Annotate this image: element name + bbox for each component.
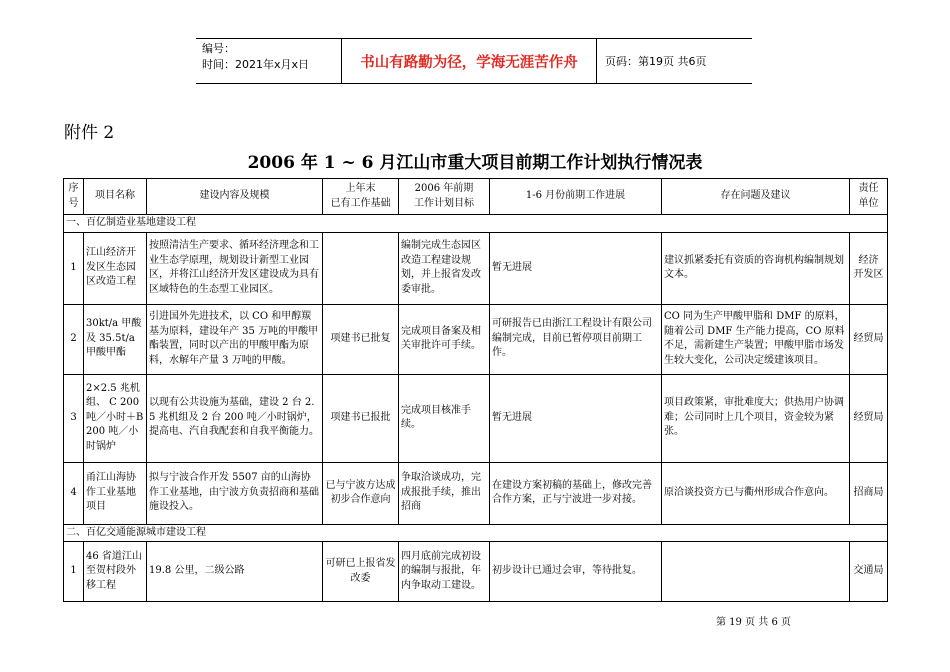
section-title: 一、百亿制造业基地建设工程	[64, 215, 888, 233]
cell-progress: 暂无进展	[490, 232, 662, 304]
time-label: 时间：2021年x月x日	[202, 58, 310, 71]
header-meta	[196, 39, 342, 83]
section-row	[64, 524, 888, 542]
table-row	[64, 374, 888, 462]
section-title: 二、百亿交通能源城市建设工程	[64, 524, 888, 542]
cell-name: 30kt/a 甲酸及 35.5t/a 甲酸甲酯	[84, 304, 147, 374]
cell-basis: 项建书已报批	[323, 374, 399, 462]
cell-no: 3	[64, 374, 84, 462]
cell-name: 甬江山海协作工业基地项目	[84, 462, 147, 524]
motto: 书山有路勤为径，学海无涯苦作舟	[342, 39, 597, 83]
cell-no: 1	[64, 542, 84, 602]
cell-basis: 已与宁波方达成初步合作意向	[323, 462, 399, 524]
cell-issues: 项目政策紧，审批难度大；供热用户协调难；公司同时上几个项目，资金较为紧张。	[662, 374, 850, 462]
table-header-row	[64, 179, 888, 215]
cell-progress: 暂无进展	[490, 374, 662, 462]
document-title: 2006 年 1 ~ 6 月江山市重大项目前期工作计划执行情况表	[247, 153, 703, 173]
cell-unit: 经贸局	[850, 374, 888, 462]
cell-progress: 初步设计已通过会审，等待批复。	[490, 542, 662, 602]
cell-target: 完成项目核准手续。	[399, 374, 490, 462]
col-content-header: 建设内容及规模	[147, 179, 323, 215]
col-target-header: 2006 年前期 工作计划目标	[399, 179, 490, 215]
cell-target: 争取洽谈成功，完成报批手续，推出招商	[399, 462, 490, 524]
col-name-header: 项目名称	[84, 179, 147, 215]
number-label: 编号：	[202, 42, 235, 55]
cell-issues: 原洽谈投资方已与衢州形成合作意向。	[662, 462, 850, 524]
table-row	[64, 232, 888, 304]
cell-unit: 经贸局	[850, 304, 888, 374]
cell-issues: 建议抓紧委托有资质的咨询机构编制规划文本。	[662, 232, 850, 304]
cell-unit: 交通局	[850, 542, 888, 602]
cell-unit: 经济 开发区	[850, 232, 888, 304]
table-row	[64, 542, 888, 602]
cell-no: 1	[64, 232, 84, 304]
cell-name: 江山经济开发区生态园区改造工程	[84, 232, 147, 304]
table-row	[64, 462, 888, 524]
page-info: 页码：第19页 共6页	[605, 55, 707, 68]
attachment-label: 附件 2	[64, 123, 115, 143]
col-unit-header: 责任 单位	[850, 179, 888, 215]
col-issues-header: 存在问题及建议	[662, 179, 850, 215]
cell-issues: CO 同为生产甲酸甲脂和 DMF 的原料，随着公司 DMF 生产能力提高，CO 原料不足，需新建生产装置；甲酸甲脂市场发生较大变化，公司决定缓建该项目。	[662, 304, 850, 374]
cell-basis: 可研已上报省发改委	[323, 542, 399, 602]
cell-progress: 可研报告已由浙江工程设计有限公司编制完成，目前已暂停项目前期工作。	[490, 304, 662, 374]
cell-content: 按照清洁生产要求、循环经济理念和工业生态学原理，规划设计新型工业园区，并将江山经济开发区建设成为具有区域特色的生态型工业园区。	[147, 232, 323, 304]
cell-target: 编制完成生态园区改造工程建设规划，并上报省发改委审批。	[399, 232, 490, 304]
col-no-header: 序号	[64, 179, 84, 215]
cell-target: 四月底前完成初设的编制与报批，年内争取动工建设。	[399, 542, 490, 602]
cell-target: 完成项目备案及相关审批许可手续。	[399, 304, 490, 374]
cell-issues	[662, 542, 850, 602]
cell-name: 46 省道江山至贺村段外移工程	[84, 542, 147, 602]
page-header	[196, 38, 752, 84]
cell-basis: 项建书已批复	[323, 304, 399, 374]
col-basis-header: 上年末 已有工作基础	[323, 179, 399, 215]
cell-progress: 在建设方案初稿的基础上，修改完善合作方案，正与宁波进一步对接。	[490, 462, 662, 524]
cell-content: 以现有公共设施为基础，建设 2 台 2.5 兆机组及 2 台 200 吨／小时锅炉，提高电、汽自我配套和自我平衡能力。	[147, 374, 323, 462]
cell-name: 2×2.5 兆机组、 C 200 吨／小时＋B200 吨／小时锅炉	[84, 374, 147, 462]
cell-no: 2	[64, 304, 84, 374]
cell-content: 19.8 公里，二级公路	[147, 542, 323, 602]
cell-content: 引进国外先进技术，以 CO 和甲醇羰基为原料，建设年产 35 万吨的甲酸甲酯装置，同时以产出的甲酸甲酯为原料，水解年产量 3 万吨的甲酸。	[147, 304, 323, 374]
col-progress-header: 1-6 月份前期工作进展	[490, 179, 662, 215]
cell-content: 拟与宁波合作开发 5507 亩的山海协作工业基地，由宁波方负责招商和基础施设投入。	[147, 462, 323, 524]
section-row	[64, 215, 888, 233]
cell-unit: 招商局	[850, 462, 888, 524]
cell-basis	[323, 232, 399, 304]
table-row	[64, 304, 888, 374]
progress-table	[63, 178, 888, 602]
cell-no: 4	[64, 462, 84, 524]
page-footer: 第 19 页 共 6 页	[716, 617, 791, 628]
